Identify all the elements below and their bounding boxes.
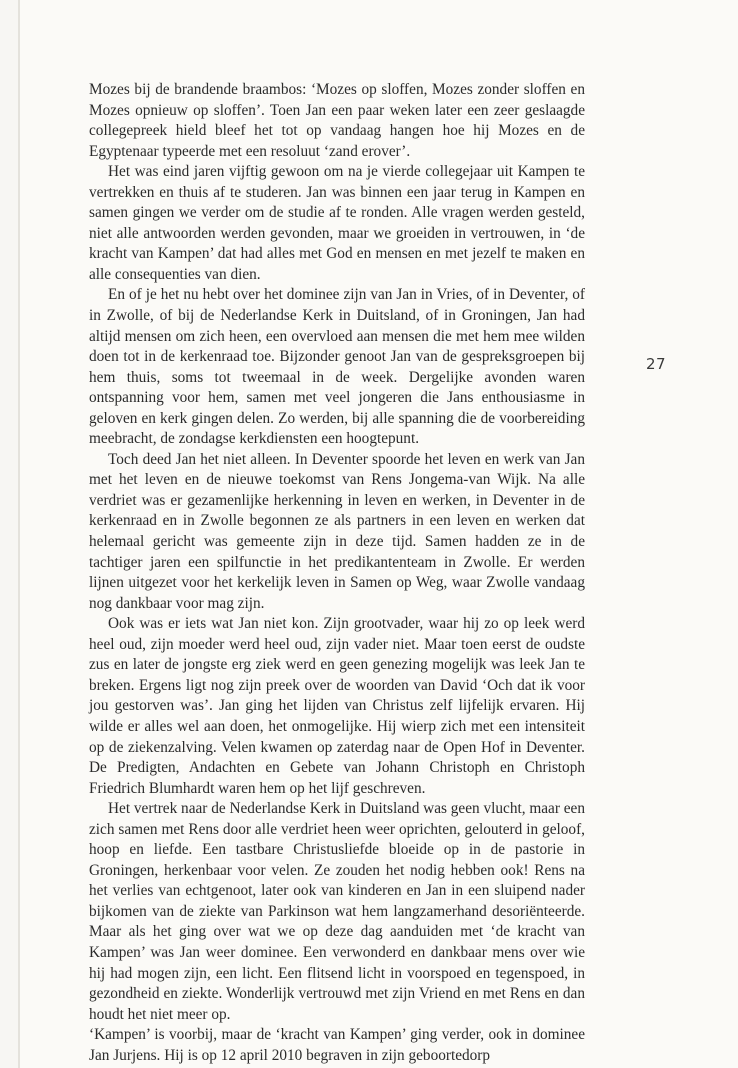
paragraph: ‘Kampen’ is voorbij, maar de ‘kracht van Kampen’ ging verder, ook in dominee Jan Jurjens. Hij is op 12 april 2010 begraven in zijn geboortedorp xyxy=(89,1026,585,1064)
body-text xyxy=(89,80,585,1066)
paragraph: En of je het nu hebt over het dominee zijn van Jan in Vries, of in Deventer, of in Zwolle, of bij de Nederlandse Kerk in Duitsland, of in Groningen, Jan had altijd mensen om zich heen, een overvloed aan mensen die met hem mee wilden doen tot in de kerkenraad toe. Bijzonder genoot Jan van de gespreksgroepen bij hem thuis, soms tot tweemaal in de week. Dergelijke avonden waren ontspanning voor hem, samen met veel jongeren die Jans enthousiasme in geloven en kerk gingen delen. Zo werden, bij alle spanning die de voorbereiding meebracht, de zondagse kerkdiensten een hoogtepunt. xyxy=(89,286,585,448)
paragraph: Het was eind jaren vijftig gewoon om na je vierde collegejaar uit Kampen te vertrekken en thuis af te studeren. Jan was binnen een jaar terug in Kampen en samen gingen we verder om de studie af te ronden. Alle vragen werden gesteld, niet alle antwoorden werden gevonden, maar we groeiden in vertrouwen, in ‘de kracht van Kampen’ dat had alles met God en mensen en met jezelf te maken en alle consequenties van dien. xyxy=(89,163,585,283)
paragraph: Mozes bij de brandende braambos: ‘Mozes op sloffen, Mozes zonder sloffen en Mozes opnieuw op sloffen’. Toen Jan een paar weken later een zeer geslaagde collegepreek hield bleef het tot op vandaag hangen hoe hij Mozes en de Egyptenaar typeerde met een resoluut ‘zand erover’. xyxy=(89,81,585,160)
page-number: 27 xyxy=(646,355,667,373)
paragraph: Het vertrek naar de Nederlandse Kerk in Duitsland was geen vlucht, maar een zich samen met Rens door alle verdriet heen weer oprichten, gelouterd in geloof, hoop en liefde. Een tastbare Christusliefde bloeide op in de pastorie in Groningen, herkenbaar voor velen. Ze zouden het nodig hebben ook! Rens na het verlies van echtgenoot, later ook van kinderen en Jan in een sluipend nader bijkomen van de ziekte van Parkinson wat hem langzamerhand desoriënteerde. Maar als het ging over wat we op deze dag aanduiden met ‘de kracht van Kampen’ was Jan weer dominee. Een verwonderd en dankbaar mens over wie hij had mogen zijn, een licht. Een flitsend licht in voorspoed en tegenspoed, in gezondheid en ziekte. Wonderlijk vertrouwd met zijn Vriend en met Rens en dan houdt het niet meer op. xyxy=(89,800,585,1023)
paragraph: Toch deed Jan het niet alleen. In Deventer spoorde het leven en werk van Jan met het leven en de nieuwe toekomst van Rens Jongema-van Wijk. Na alle verdriet was er gezamenlijke herkenning in leven en werken, in Deventer in de kerkenraad en in Zwolle begonnen ze als partners in een leven en werken dat helemaal gericht was gemeente zijn in deze tijd. Samen hadden ze in de tachtiger jaren een spilfunctie in het predikantenteam in Zwolle. Er werden lijnen uitgezet voor het kerkelijk leven in Samen op Weg, waar Zwolle vandaag nog dankbaar voor mag zijn. xyxy=(89,450,585,612)
paragraph: Ook was er iets wat Jan niet kon. Zijn grootvader, waar hij zo op leek werd heel oud, zijn moeder werd heel oud, zijn vader niet. Maar toen eerst de oudste zus en later de jongste erg ziek werd en geen genezing mogelijk was leek Jan te breken. Ergens ligt nog zijn preek over de woorden van David ‘Och dat ik voor jou gestorven was’. Jan ging het lijden van Christus zelf lijfelijk ervaren. Hij wilde er alles wel aan doen, het onmogelijke. Hij wierp zich met een intensiteit op de ziekenzalving. Velen kwamen op zaterdag naar de Open Hof in Deventer. De Predigten, Andachten en Gebete van Johann Christoph en Christoph Friedrich Blumhardt waren hem op het lijf geschreven. xyxy=(89,615,585,797)
